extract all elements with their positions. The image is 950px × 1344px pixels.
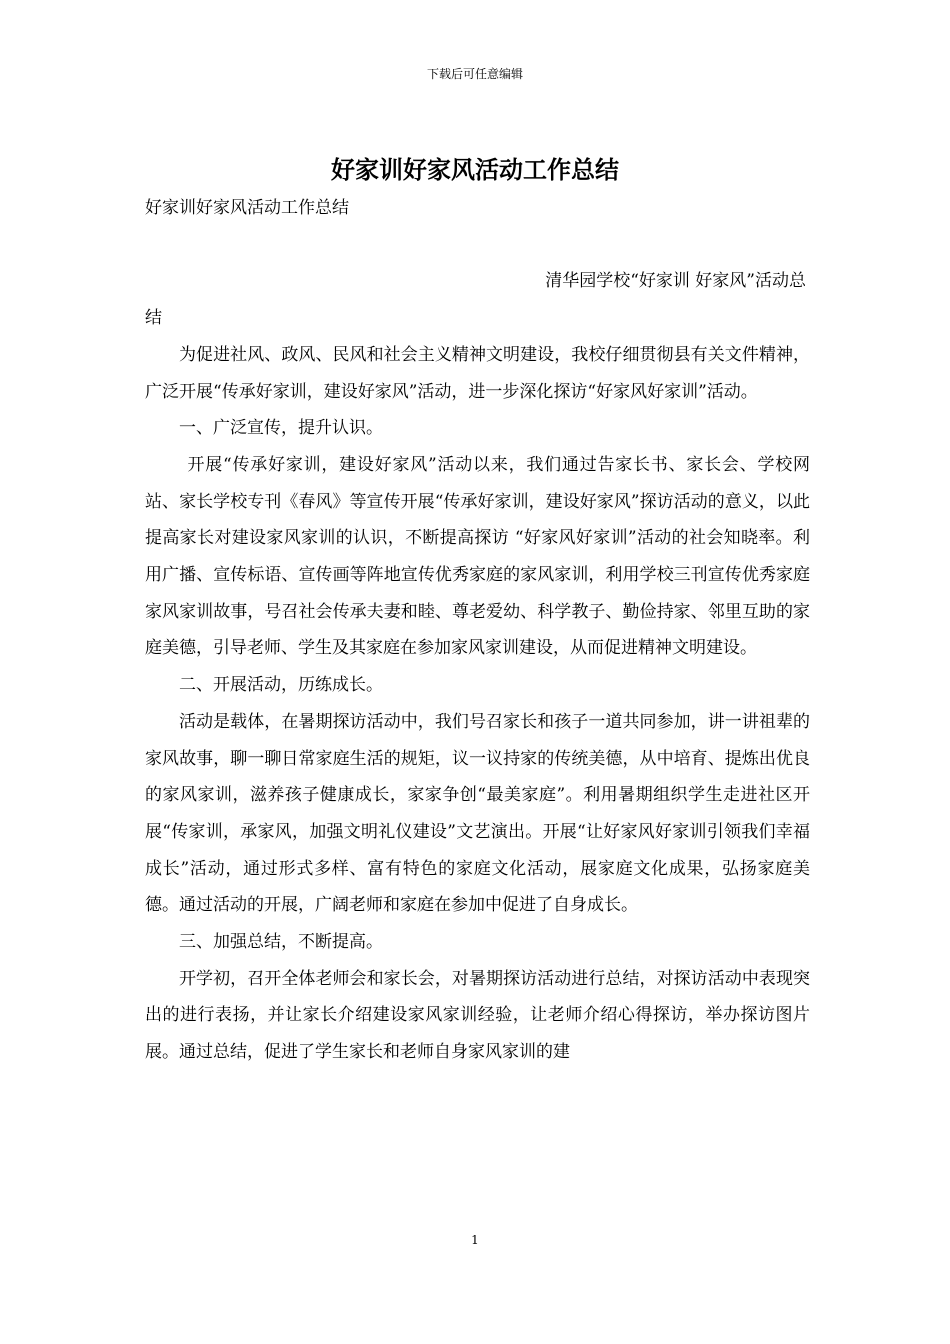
- paragraph-intro: 为促进社风、政风、民风和社会主义精神文明建设，我校仔细贯彻县有关文件精神，广泛开展“传承好家训，建设好家风”活动，进一步深化探访“好家风好家训”活动。: [145, 344, 810, 402]
- section-heading-2: 二、开展活动，历练成长。: [179, 675, 383, 696]
- document-title: 好家训好家风活动工作总结: [331, 155, 619, 184]
- document-subtitle: 好家训好家风活动工作总结: [145, 198, 349, 218]
- report-title-line2: 结: [145, 308, 162, 329]
- page-number: 1: [471, 1233, 479, 1247]
- section-heading-1: 一、广泛宣传，提升认识。: [179, 418, 383, 439]
- paragraph-section-3: 开学初，召开全体老师会和家长会，对暑期探访活动进行总结，对探访活动中表现突出的进行表扬，并让家长介绍建设家风家训经验，让老师介绍心得探访，举办探访图片展。通过总结，促进了学生家长和老师自身家风家训的建: [145, 968, 810, 1063]
- page-header-note: 下载后可任意编辑: [426, 67, 523, 81]
- report-title-line1: 清华园学校“好家训 好家风”活动总: [545, 271, 806, 292]
- document-body: [145, 190, 810, 1071]
- paragraph-section-1: 开展“传承好家训，建设好家风”活动以来，我们通过告家长书、家长会、学校网站、家长学校专刊《春风》等宣传开展“传承好家训，建设好家风”探访活动的意义，以此提高家长对建设家风家训的认识，不断提高探访 “好家风好家训”活动的社会知晓率。利用广播、宣传标语、宣传画等阵地宣传优秀家庭的家风家训，利用学校三刊宣传优秀家庭家风家训故事，号召社会传承夫妻和睦、尊老爱幼、科学教子、勤俭持家、邻里互助的家庭美德，引导老师、学生及其家庭在参加家风家训建设，从而促进精神文明建设。: [145, 454, 810, 659]
- section-heading-3: 三、加强总结，不断提高。: [179, 932, 383, 953]
- blank-line: [145, 227, 810, 264]
- paragraph-section-2: 活动是载体，在暑期探访活动中，我们号召家长和孩子一道共同参加，讲一讲祖辈的家风故事，聊一聊日常家庭生活的规矩，议一议持家的传统美德，从中培育、提炼出优良的家风家训，滋养孩子健康成长，家家争创“最美家庭”。利用暑期组织学生走进社区开展“传家训，承家风，加强文明礼仪建设”文艺演出。开展“让好家风好家训引领我们幸福成长”活动，通过形式多样、富有特色的家庭文化活动，展家庭文化成果，弘扬家庭美德。通过活动的开展，广阔老师和家庭在参加中促进了自身成长。: [145, 711, 810, 916]
